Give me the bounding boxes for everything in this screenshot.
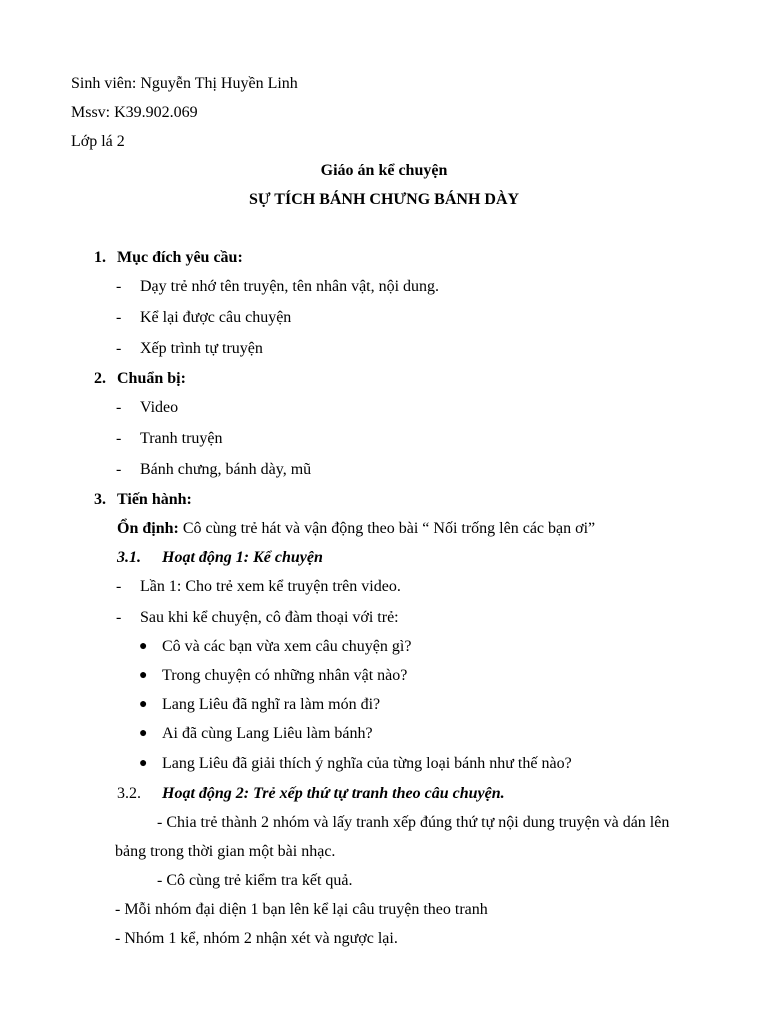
section-number: 1. bbox=[94, 249, 106, 266]
section-number: 2. bbox=[94, 370, 106, 387]
bullet-marker: ● bbox=[139, 697, 148, 712]
question-text: Lang Liêu đã nghĩ ra làm món đi? bbox=[162, 696, 381, 713]
activity-title: Hoạt động 1: Kể chuyện bbox=[162, 549, 323, 566]
bullet-marker: ● bbox=[139, 726, 148, 741]
activity-2-line: - Chia trẻ thành 2 nhóm và lấy tranh xếp đúng thứ tự nội dung truyện và dán lên bbox=[157, 814, 670, 831]
bullet-marker: ● bbox=[139, 668, 148, 683]
activity-title: Hoạt động 2: Trẻ xếp thứ tự tranh theo câu chuyện. bbox=[162, 785, 505, 802]
list-item-text: Lần 1: Cho trẻ xem kể truyện trên video. bbox=[140, 578, 401, 595]
stabilize-text: Cô cùng trẻ hát và vận động theo bài “ Nối trống lên các bạn ơi” bbox=[178, 520, 596, 537]
list-item-text: Xếp trình tự truyện bbox=[140, 340, 263, 357]
bullet-marker: ● bbox=[139, 756, 148, 771]
stabilize-paragraph bbox=[117, 519, 595, 539]
list-item-text: Tranh truyện bbox=[140, 430, 223, 447]
dash-marker: - bbox=[116, 278, 122, 295]
question-text: Cô và các bạn vừa xem câu chuyện gì? bbox=[162, 638, 412, 655]
section-number: 3. bbox=[94, 491, 106, 508]
stabilize-label: Ổn định: bbox=[117, 520, 179, 537]
document-title: Giáo án kể chuyện bbox=[320, 162, 448, 179]
question-text: Lang Liêu đã giải thích ý nghĩa của từng loại bánh như thế nào? bbox=[162, 755, 572, 772]
section-title: Tiến hành: bbox=[117, 491, 192, 508]
class-name: Lớp lá 2 bbox=[71, 133, 125, 150]
bullet-marker: ● bbox=[139, 639, 148, 654]
dash-marker: - bbox=[116, 430, 122, 447]
list-item-text: Kể lại được câu chuyện bbox=[140, 309, 292, 326]
activity-2-line: - Mỗi nhóm đại diện 1 bạn lên kể lại câu truyện theo tranh bbox=[115, 901, 488, 918]
list-item-text: Sau khi kể chuyện, cô đàm thoại với trẻ: bbox=[140, 609, 399, 626]
activity-2-line: bảng trong thời gian một bài nhạc. bbox=[115, 843, 336, 860]
question-text: Ai đã cùng Lang Liêu làm bánh? bbox=[162, 725, 373, 742]
list-item-text: Video bbox=[140, 399, 179, 416]
dash-marker: - bbox=[116, 578, 122, 595]
question-text: Trong chuyện có những nhân vật nào? bbox=[162, 667, 408, 684]
activity-number: 3.1. bbox=[117, 549, 141, 566]
activity-2-line: - Cô cùng trẻ kiểm tra kết quả. bbox=[157, 872, 353, 889]
list-item-text: Dạy trẻ nhớ tên truyện, tên nhân vật, nội dung. bbox=[140, 278, 440, 295]
activity-2-line: - Nhóm 1 kể, nhóm 2 nhận xét và ngược lại. bbox=[115, 930, 398, 947]
section-title: Chuẩn bị: bbox=[117, 370, 186, 387]
activity-number: 3.2. bbox=[117, 785, 141, 802]
dash-marker: - bbox=[116, 309, 122, 326]
dash-marker: - bbox=[116, 461, 122, 478]
list-item-text: Bánh chưng, bánh dày, mũ bbox=[140, 461, 312, 478]
story-title: SỰ TÍCH BÁNH CHƯNG BÁNH DÀY bbox=[248, 191, 520, 208]
student-name: Sinh viên: Nguyễn Thị Huyền Linh bbox=[71, 75, 298, 92]
dash-marker: - bbox=[116, 340, 122, 357]
dash-marker: - bbox=[116, 609, 122, 626]
section-title: Mục đích yêu cầu: bbox=[117, 249, 243, 266]
student-id: Mssv: K39.902.069 bbox=[71, 104, 198, 121]
dash-marker: - bbox=[116, 399, 122, 416]
